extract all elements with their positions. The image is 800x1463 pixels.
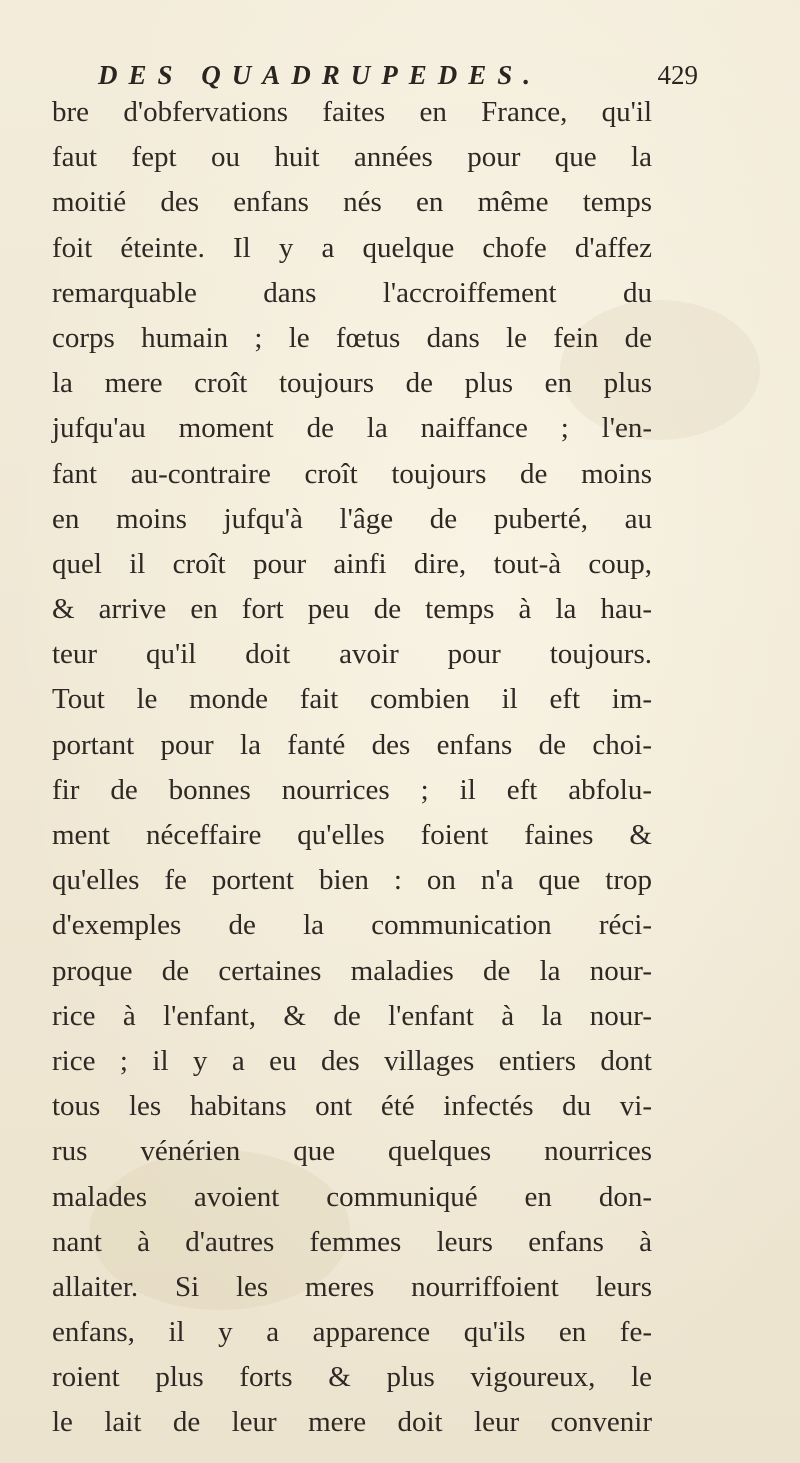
text-line: malades avoient communiqué en don- — [52, 1180, 652, 1213]
text-line: rice ; il y a eu des villages entiers dont — [52, 1044, 652, 1077]
body-text — [52, 90, 652, 1446]
running-title: DES QUADRUPEDES. — [98, 60, 542, 90]
text-line: nant à d'autres femmes leurs enfans à — [52, 1225, 652, 1258]
text-line: rus vénérien que quelques nourrices — [52, 1135, 652, 1168]
text-line: remarquable dans l'accroiffement du — [52, 276, 652, 309]
text-line: qu'elles fe portent bien : on n'a que trop — [52, 864, 652, 897]
text-line: corps humain ; le fœtus dans le fein de — [52, 321, 652, 354]
text-line: moitié des enfans nés en même temps — [52, 186, 652, 219]
text-line: & arrive en fort peu de temps à la hau- — [52, 593, 652, 626]
text-line: bre d'obfervations faites en France, qu'il — [52, 96, 652, 128]
text-line: rice à l'enfant, & de l'enfant à la nour- — [52, 999, 652, 1032]
text-line: teur qu'il doit avoir pour toujours. — [52, 638, 652, 671]
text-line: tous les habitans ont été infectés du vi- — [52, 1090, 652, 1123]
text-line: portant pour la fanté des enfans de choi- — [52, 728, 652, 761]
text-line: en moins jufqu'à l'âge de puberté, au — [52, 502, 652, 535]
text-line: la mere croît toujours de plus en plus — [52, 367, 652, 400]
text-line: proque de certaines maladies de la nour- — [52, 954, 652, 987]
text-line: fant au-contraire croît toujours de moins — [52, 457, 652, 490]
text-line: fir de bonnes nourrices ; il eft abfolu- — [52, 773, 652, 806]
text-line: d'exemples de la communication réci- — [52, 909, 652, 942]
text-line: ment néceffaire qu'elles foient faines & — [52, 819, 652, 851]
text-line: quel il croît pour ainfi dire, tout-à coup, — [52, 547, 652, 580]
text-line: faut fept ou huit années pour que la — [52, 141, 652, 174]
text-line: le lait de leur mere doit leur convenir — [52, 1406, 652, 1439]
text-line: jufqu'au moment de la naiffance ; l'en- — [52, 412, 652, 445]
text-line: Tout le monde fait combien il eft im- — [52, 683, 652, 716]
page-number: 429 — [657, 60, 698, 90]
text-line: roient plus forts & plus vigoureux, le — [52, 1361, 652, 1394]
text-line: allaiter. Si les meres nourriffoient leurs — [52, 1270, 652, 1303]
text-line: foit éteinte. Il y a quelque chofe d'affez — [52, 231, 652, 264]
text-line: enfans, il y a apparence qu'ils en fe- — [52, 1316, 652, 1349]
